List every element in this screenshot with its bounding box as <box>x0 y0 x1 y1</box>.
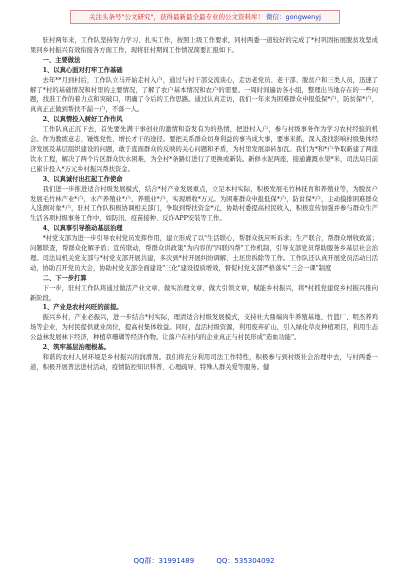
paragraph: *村党支部为进一步引导农村党员发挥作用，建立形成了以"生活联心，帮群众抚应听诉求；生产联合，帮群众增收致富；问题联查，帮群众化解矛盾；宣传联动，帮群众讲政策"为内容的"四联四帮"工作机制，引导支部党员帮助服务乡基层社会治理。司法局机关党支部与*村党支部开展共建，多次到*村开展纠纷调解、土坯房拆除等工作。工作队还认真开展党员活动日活动，协助召开党员大会，协助村党支部全面建设"三化"建设提质增效，督促村党支部严格落实"三会一课"制度 <box>30 235 378 272</box>
banner-wechat: 微信：gongwenyj <box>266 13 321 21</box>
paragraph: 工作队真正沉下去，首先要先满干事创业的激情和奋发有为的热情，把进村入户，参与村级事务作为学习农村经验的机会。作为教练意志、锤炼党性、增长才干的途径。要把关系群众切身利益的事当成大事，要事来抓，深入查找影响村级集体经济发展及基层组织建设的问题，敢于直面群众的反映的关心问题和矛盾，为村里发展添砖加瓦。我们为*和*户争取新建了两座饮水工程，解决了两个片区群众饮水困难，为全村*条路灯进行了更换或新装。新修水泥两座，接通灌溉水渠*米，司法局目前已累计投入*万元乡村振兴帮扶资金。 <box>30 126 378 173</box>
section-heading: 2、以真情投入树好工作作风 <box>42 116 123 124</box>
paragraph: 和谐的农村人居环境是乡村振兴的润滑剂。我们将充分利用司法工作特性，积极参与到村级社会治理中去，与村两委一道，积极开展普法进村活动，疫情防控知识科普、心理疏导、特殊人群关爱等服务。健 <box>30 354 378 371</box>
section-heading: 4、以真事引导推动基层治理 <box>42 225 123 233</box>
paragraph: 我们进一步推进适合村级发展模式，结合*村产业发展重点，立足本村实际，积极发展毛竹林抚育和养殖业等，为脱贫户发展毛竹林产业*户，水产养殖业*户，养殖业*户，实现增收*万元。为困难群众申报低保*户，防贫保*户，主动摸排困难群众入选测对象*户，驻村工作队积极协调相关部门，争取到帮扶资金*元，协助村委提高村民收入，积极宣传加强并参与群众生产生活各项村级事务工作中，如防汛、疫苗接种、反诈APP安装等工作。 <box>30 185 378 223</box>
paragraph: 去年**月到村后，工作队立马开始走村入户，通过与村干部交流谈心，走访老党员、老干部、脱贫户和三类人员，迅速了解了*村的基础情况和村里的主要情况，了解了农户基本情况和农户的需要。一周时间遍访各小组，整理出当地存在的一些问题，找准工作的着力点和突破口，明确了今后的工作思路。通过认真走访，我们一年来为困难群众申报低保*户，防贫保*户，真真正正做到帮扶不漏一户，不落一人。 <box>30 76 378 114</box>
footer-qq-group: QQ群：31991489 <box>133 557 195 565</box>
footer <box>0 556 408 570</box>
section-heading: 3、以真诚付出扛起工作使命 <box>42 175 123 183</box>
paragraph: 下一步，驻村工作队将通过做活产业文章、做实治理文章、做大引领文章，赋能乡村振兴，将*村抓党建促乡村振兴推向新阶段。 <box>30 284 378 302</box>
section-heading: 一、主要做法 <box>42 56 81 64</box>
paragraph: 振兴乡村，产业必振兴，进一步结合*村实际，理清适合村级发展模式，支持社大鼎端肉牛养殖基地、竹篮厂、明杰养鸡场等企业，为村民提供就业岗位，提高村集体收益。同时，盘活村级资源，利用废弃矿山，引入绿化草皮种植项目，利用生态公益林发展林下经济，种植草珊瑚等经济作物。让落户在村内的企业真正与村民形成"造血功能"。 <box>30 314 378 342</box>
footer-qq: QQ：535304092 <box>216 557 275 565</box>
banner-text: 关注头条号"公文研究"，获得最新最全最专业的公文资料库！ <box>89 13 265 21</box>
paragraph: 驻村两年来，工作队坚持努力学习、扎实工作，按照上级工作要求，同村两委一道较好的完成了*村巩固拓展脱贫攻坚成果同乡村振兴有效衔接各方面工作，现将驻村期间工作情况简要汇报如下。 <box>30 37 378 54</box>
section-heading: 二、下一步打算 <box>42 274 87 282</box>
document-body <box>30 36 378 373</box>
top-banner <box>70 10 340 24</box>
section-heading: 1、产业是农村兴旺的前提。 <box>42 304 123 312</box>
section-heading: 2、筑牢基层治理根基。 <box>42 344 110 352</box>
section-heading: 1、以真心面对打牢工作基础 <box>42 66 123 74</box>
